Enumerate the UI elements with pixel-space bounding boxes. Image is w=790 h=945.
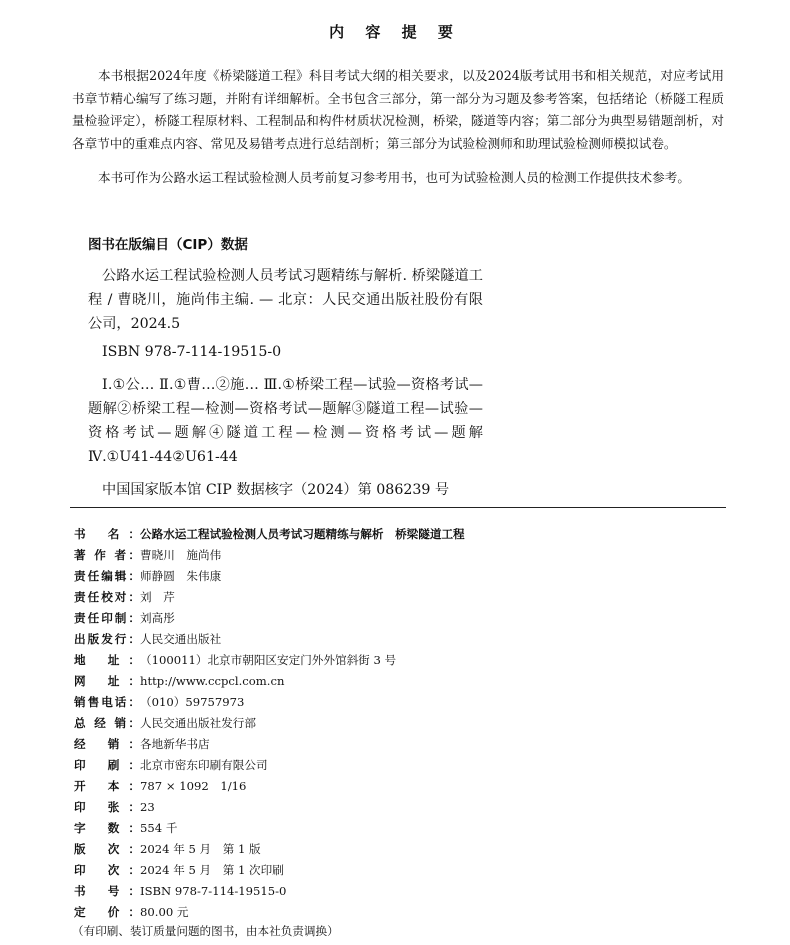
- cip-heading: 图书在版编目（CIP）数据: [88, 237, 248, 253]
- info-row-print-manager: [74, 608, 175, 628]
- info-label: 印 次：: [74, 863, 140, 877]
- cip-number: 中国国家版本馆 CIP 数据核字（2024）第 086239 号: [102, 482, 450, 498]
- info-label: 著 作 者：: [74, 548, 140, 562]
- footnote: （有印刷、装订质量问题的图书，由本社负责调换）: [72, 924, 339, 938]
- info-value: 北京市密东印刷有限公司: [140, 758, 268, 772]
- divider-rule: [70, 507, 726, 508]
- info-label: 责任校对：: [74, 590, 140, 604]
- info-label: 经 销：: [74, 737, 140, 751]
- info-row-isbn: [74, 881, 286, 901]
- info-value: 曹晓川 施尚伟: [140, 548, 222, 562]
- summary-paragraph-2: 本书可作为公路水运工程试验检测人员考前复习参考用书，也可为试验检测人员的检测工作提供技术参考。: [98, 170, 690, 185]
- info-value: 人民交通出版社: [140, 632, 222, 646]
- info-row-authors: [74, 545, 221, 565]
- info-row-edition: [74, 839, 261, 859]
- info-value: （100011）北京市朝阳区安定门外外馆斜街 3 号: [140, 653, 397, 667]
- info-value: 2024 年 5 月 第 1 次印刷: [140, 863, 284, 877]
- info-label: 印 刷：: [74, 758, 140, 772]
- info-row-impression: [74, 860, 284, 880]
- info-label: 责任编辑：: [74, 569, 140, 583]
- info-label: 责任印制：: [74, 611, 140, 625]
- info-row-sales-phone: [74, 692, 244, 712]
- info-value: 各地新华书店: [140, 737, 210, 751]
- info-label: 定 价：: [74, 905, 140, 919]
- cip-subjects: Ⅰ.①公… Ⅱ.①曹…②施… Ⅲ.①桥梁工程—试验—资格考试—题解②桥梁工程—检测—资格考试—题解③隧道工程—试验—资格考试—题解④隧道工程—检测—资格考试—题解 Ⅳ.①U41-44②U61-44: [88, 377, 483, 465]
- info-row-general-distributor: [74, 713, 256, 733]
- info-value: 师静圆 朱伟康: [140, 569, 222, 583]
- info-row-word-count: [74, 818, 177, 838]
- info-value: ISBN 978-7-114-19515-0: [140, 884, 287, 898]
- info-value: 23: [140, 800, 155, 814]
- info-value: http://www.ccpcl.com.cn: [140, 674, 285, 688]
- info-row-address: [74, 650, 396, 670]
- info-row-price: [74, 902, 188, 922]
- info-label: 网 址：: [74, 674, 140, 688]
- info-row-website: [74, 671, 284, 691]
- info-value: 刘高彤: [140, 611, 175, 625]
- info-row-publisher: [74, 629, 221, 649]
- info-value: 787 × 1092 1/16: [140, 779, 247, 793]
- info-label: 书 号：: [74, 884, 140, 898]
- info-row-sheets: [74, 797, 155, 817]
- cip-isbn: ISBN 978-7-114-19515-0: [102, 344, 282, 360]
- info-value: 554 千: [140, 821, 178, 835]
- info-label: 出版发行：: [74, 632, 140, 646]
- info-label: 印 张：: [74, 800, 140, 814]
- info-row-proofreader: [74, 587, 175, 607]
- info-label: 总 经 销：: [74, 716, 140, 730]
- summary-title: 内 容 提 要: [329, 23, 461, 41]
- info-row-title: [74, 524, 465, 544]
- info-label: 地 址：: [74, 653, 140, 667]
- info-value: 刘 芹: [140, 590, 175, 604]
- info-label: 书 名：: [74, 527, 140, 541]
- info-value: （010）59757973: [140, 695, 245, 709]
- info-label: 销售电话：: [74, 695, 140, 709]
- info-label: 字 数：: [74, 821, 140, 835]
- info-label: 版 次：: [74, 842, 140, 856]
- info-value: 80.00 元: [140, 905, 189, 919]
- info-row-printer: [74, 755, 268, 775]
- info-row-format: [74, 776, 246, 796]
- info-label: 开 本：: [74, 779, 140, 793]
- info-value: 人民交通出版社发行部: [140, 716, 256, 730]
- info-row-distributor: [74, 734, 210, 754]
- summary-paragraph-1: 本书根据2024年度《桥梁隧道工程》科目考试大纲的相关要求，以及2024版考试用书和相关规范，对应考试用书章节精心编写了练习题，并附有详细解析。全书包含三部分，第一部分为习题及参考答案，包括绪论（桥隧工程质量检验评定），桥隧工程原材料、工程制品和构件材质状况检测，桥梁，隧道等内容；第二部分为典型易错题剖析，对各章节中的重难点内容、常见及易错考点进行总结剖析；第三部分为试验检测师和助理试验检测师模拟试卷。: [72, 68, 724, 151]
- info-value: 公路水运工程试验检测人员考试习题精练与解析 桥梁隧道工程: [140, 527, 465, 541]
- info-value: 2024 年 5 月 第 1 版: [140, 842, 261, 856]
- cip-record: 公路水运工程试验检测人员考试习题精练与解析. 桥梁隧道工程 / 曹晓川，施尚伟主编. — 北京：人民交通出版社股份有限公司，2024.5: [88, 268, 483, 332]
- info-row-editors: [74, 566, 221, 586]
